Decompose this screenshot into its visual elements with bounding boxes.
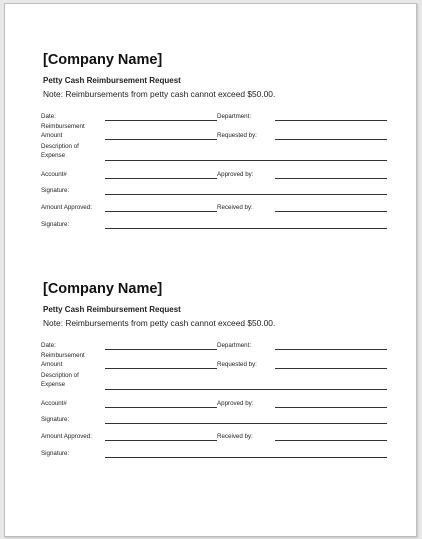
form-note: Note: Reimbursements from petty cash cannot exceed $50.00.	[43, 89, 276, 99]
approved-by-label: Approved by:	[217, 400, 254, 407]
account-field[interactable]	[105, 407, 217, 408]
date-field[interactable]	[105, 120, 217, 121]
signature-label-2: Signature:	[41, 450, 70, 457]
form-note: Note: Reimbursements from petty cash cannot exceed $50.00.	[43, 318, 276, 328]
department-field[interactable]	[275, 120, 387, 121]
reimbursement-amount-label: Reimbursement	[41, 352, 85, 359]
reimbursement-amount-field[interactable]	[105, 368, 217, 369]
received-by-label: Received by:	[217, 433, 253, 440]
description-label: Description of	[41, 372, 79, 379]
signature-label: Signature:	[41, 187, 70, 194]
approved-by-field[interactable]	[275, 178, 387, 179]
signature-field-2[interactable]	[105, 228, 387, 229]
received-by-field[interactable]	[275, 440, 387, 441]
amount-approved-label: Amount Approved:	[41, 204, 92, 211]
signature-field-2[interactable]	[105, 457, 387, 458]
description-field[interactable]	[105, 389, 387, 390]
requested-by-label: Requested by:	[217, 361, 257, 368]
amount-approved-field[interactable]	[105, 211, 217, 212]
date-label: Date:	[41, 113, 56, 120]
requested-by-field[interactable]	[275, 139, 387, 140]
account-field[interactable]	[105, 178, 217, 179]
account-label: Account#	[41, 400, 67, 407]
description-label-line2: Expense	[41, 381, 66, 388]
description-label-line2: Expense	[41, 152, 66, 159]
reimbursement-amount-label: Reimbursement	[41, 123, 85, 130]
description-field[interactable]	[105, 160, 387, 161]
approved-by-label: Approved by:	[217, 171, 254, 178]
signature-field[interactable]	[105, 423, 387, 424]
received-by-field[interactable]	[275, 211, 387, 212]
reimbursement-amount-field[interactable]	[105, 139, 217, 140]
signature-label: Signature:	[41, 416, 70, 423]
date-label: Date:	[41, 342, 56, 349]
reimbursement-amount-label-line2: Amount	[41, 132, 63, 139]
reimbursement-amount-label-line2: Amount	[41, 361, 63, 368]
requested-by-field[interactable]	[275, 368, 387, 369]
amount-approved-field[interactable]	[105, 440, 217, 441]
approved-by-field[interactable]	[275, 407, 387, 408]
requested-by-label: Requested by:	[217, 132, 257, 139]
form-title: Petty Cash Reimbursement Request	[43, 305, 181, 314]
form-title: Petty Cash Reimbursement Request	[43, 76, 181, 85]
signature-label-2: Signature:	[41, 221, 70, 228]
company-name: [Company Name]	[43, 281, 163, 297]
amount-approved-label: Amount Approved:	[41, 433, 92, 440]
document-page	[4, 3, 417, 537]
date-field[interactable]	[105, 349, 217, 350]
department-label: Department:	[217, 113, 252, 120]
department-field[interactable]	[275, 349, 387, 350]
signature-field[interactable]	[105, 194, 387, 195]
company-name: [Company Name]	[43, 52, 163, 68]
department-label: Department:	[217, 342, 252, 349]
received-by-label: Received by:	[217, 204, 253, 211]
description-label: Description of	[41, 143, 79, 150]
account-label: Account#	[41, 171, 67, 178]
